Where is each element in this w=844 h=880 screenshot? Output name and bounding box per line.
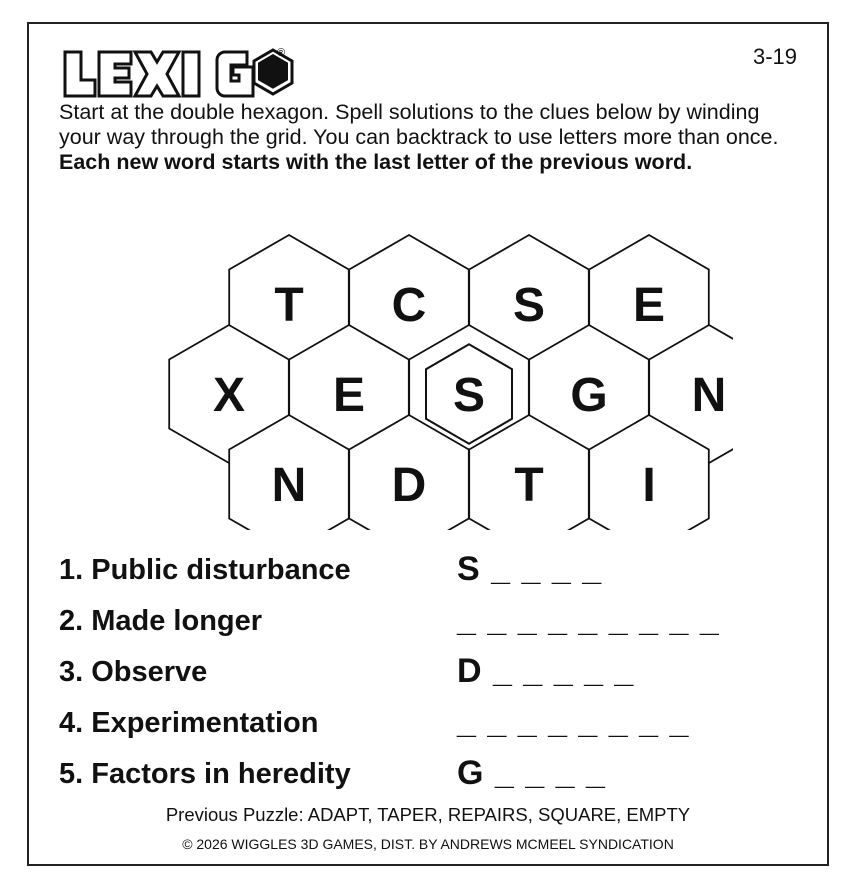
clue-row (59, 652, 799, 703)
instructions-bold-text: Each new word starts with the last letter of the previous word. (59, 150, 693, 174)
clue-label: 2. Made longer (59, 605, 263, 637)
instructions (59, 100, 799, 175)
hex-letter: T (514, 459, 544, 512)
hex-letter: T (274, 279, 304, 332)
previous-puzzle-answers: Previous Puzzle: ADAPT, TAPER, REPAIRS, SQUARE, EMPTY (165, 804, 691, 825)
hex-letter: E (332, 369, 366, 422)
clue-answer-blanks[interactable]: S _ _ _ _ (457, 550, 603, 588)
hex-letter: G (570, 369, 608, 422)
hex-letter: X (212, 369, 246, 422)
puzzle-frame (27, 22, 829, 866)
registered-mark: ® (277, 47, 286, 59)
hex-letter: D (391, 459, 427, 512)
clue-row (59, 754, 799, 805)
clue-row (59, 703, 799, 754)
copyright-notice: © 2026 WIGGLES 3D GAMES, DIST. BY ANDREWS MCMEEL SYNDICATION (182, 836, 674, 852)
lexigo-logo (59, 44, 299, 102)
clue-answer-blanks[interactable]: _ _ _ _ _ _ _ _ (457, 703, 690, 741)
clue-list (59, 550, 799, 805)
clue-answer-blanks[interactable]: D _ _ _ _ _ (457, 652, 635, 690)
puzzle-date: 3-19 (752, 44, 797, 69)
hex-letter: N (691, 369, 727, 422)
clue-label: 1. Public disturbance (59, 554, 351, 586)
clue-label: 4. Experimentation (59, 707, 319, 739)
hex-letter: N (271, 459, 307, 512)
hex-letter: C (391, 279, 427, 332)
hex-letter: S (512, 279, 546, 332)
clue-label: 5. Factors in heredity (59, 758, 351, 790)
hex-letter: E (632, 279, 666, 332)
instructions-text: Start at the double hexagon. Spell solutions to the clues below by winding your way through the grid. You can backtrack to use letters more than once. (59, 100, 779, 149)
clue-row (59, 601, 799, 652)
hex-letter: I (642, 459, 656, 512)
clue-answer-blanks[interactable]: G _ _ _ _ (457, 754, 606, 792)
hex-letter: S (452, 369, 486, 422)
clue-row (59, 550, 799, 601)
hexagon-grid (129, 216, 733, 530)
clue-answer-blanks[interactable]: _ _ _ _ _ _ _ _ _ (457, 601, 720, 639)
clue-label: 3. Observe (59, 656, 208, 688)
